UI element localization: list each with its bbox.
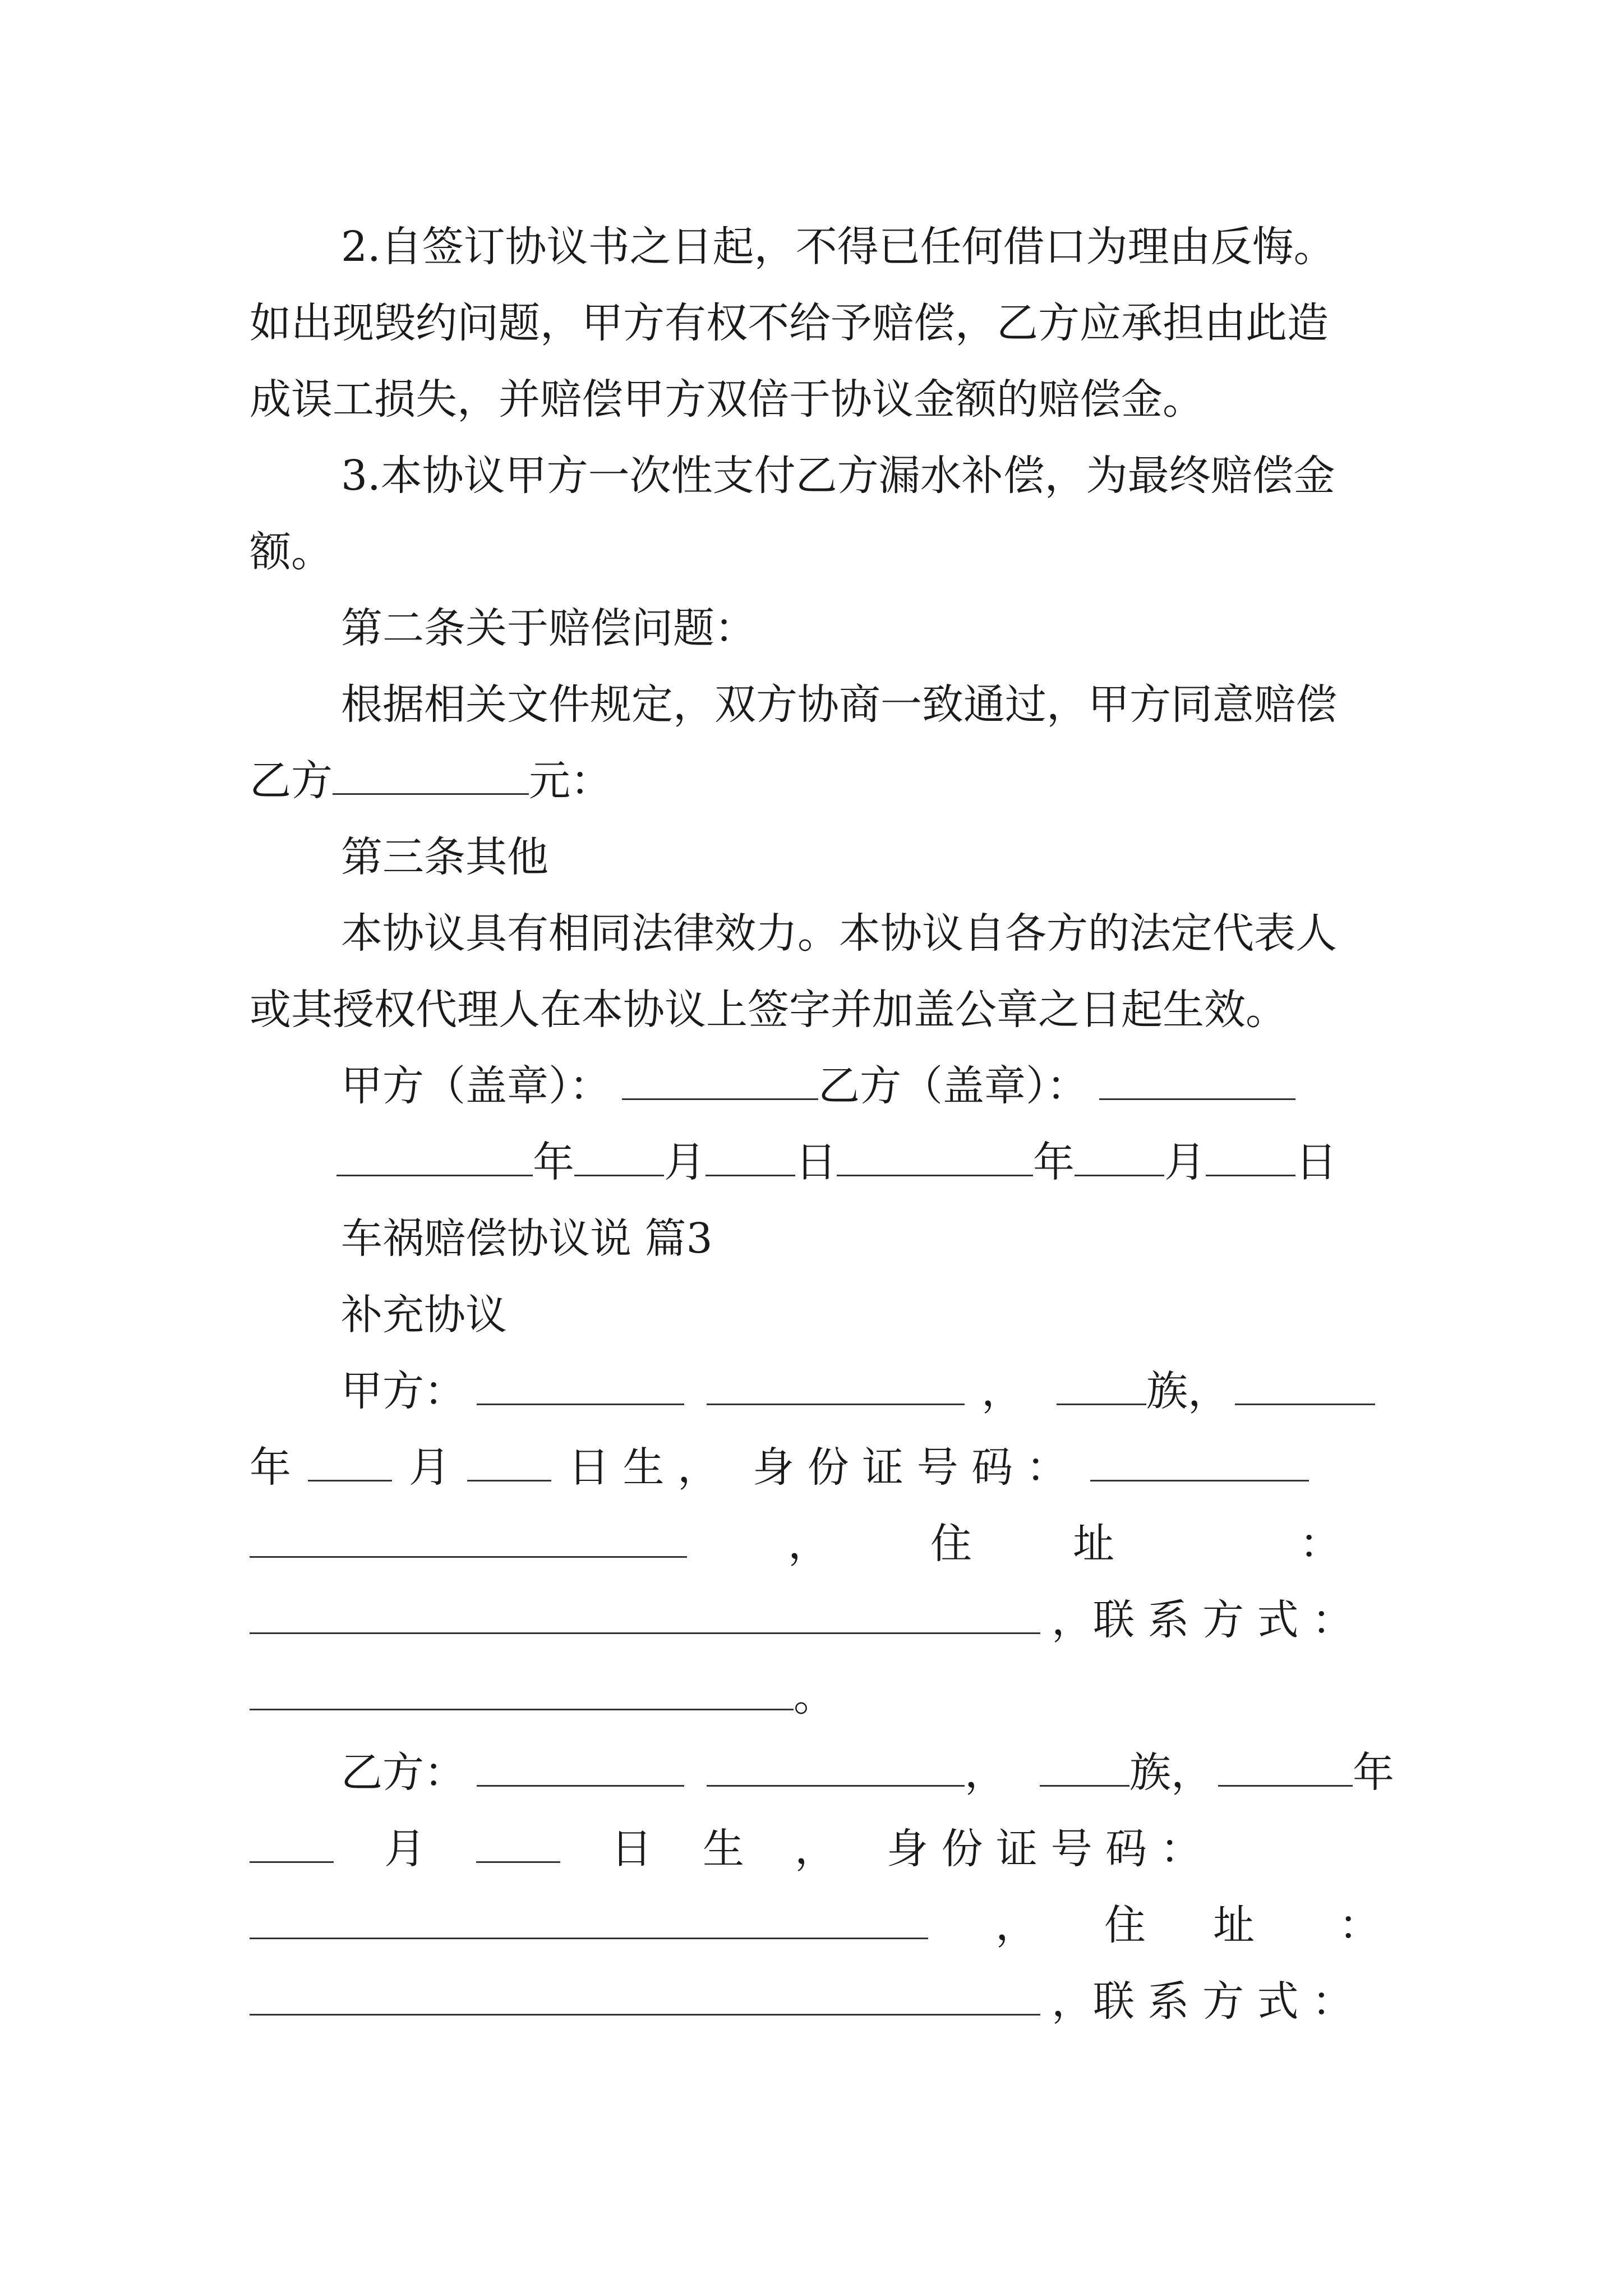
- date-a-year-blank: [336, 1135, 533, 1176]
- party-a-line-3: [250, 1516, 1341, 1572]
- date-b-year-blank: [837, 1135, 1033, 1176]
- party-a-line-1: [341, 1363, 1375, 1419]
- party-b-address-colon: ：: [1339, 1901, 1380, 1949]
- clause-2-line-2: 如出现毁约问题，甲方有权不给予赔偿，乙方应承担由此造: [250, 299, 1329, 347]
- date-a-year: 年: [533, 1138, 574, 1186]
- party-a-comma: ，: [981, 1367, 1023, 1415]
- article-3-line-2: 或其授权代理人在本协议上签字并加盖公章之日起生效。: [250, 986, 1287, 1034]
- clause-3-line-1: 3.本协议甲方一次性支付乙方漏水补偿，为最终赔偿金: [341, 452, 1335, 500]
- party-a-address-colon: ：: [1299, 1520, 1341, 1568]
- party-a-id-blank-2: [250, 1517, 687, 1558]
- date-b-day-blank: [1206, 1135, 1295, 1176]
- party-b-line-4: [250, 1973, 1353, 2030]
- party-b-seal-label: 乙方（盖章）：: [818, 1062, 1088, 1110]
- date-b-month-blank: [1075, 1135, 1164, 1176]
- amount-blank: [333, 754, 529, 795]
- party-b-comma-2: ，: [795, 1825, 836, 1873]
- party-b-ethnicity-blank: [1040, 1746, 1129, 1787]
- party-a-contact-blank: [250, 1669, 794, 1710]
- party-a-year: 年: [250, 1443, 291, 1492]
- party-a-seal-label: 甲方（盖章）：: [341, 1062, 611, 1110]
- article-2-line-2: [250, 753, 612, 809]
- article-3-title: 第三条其他: [341, 833, 548, 881]
- party-a-address-blank: [250, 1593, 1040, 1634]
- clause-2-line-1: 2.自签订协议书之日起，不得已任何借口为理由反悔。: [341, 223, 1335, 271]
- party-b-id-blank: [250, 1898, 928, 1939]
- party-a-id-label: 身 份 证 号 码 ：: [753, 1443, 1068, 1492]
- party-b-id-label: 身 份 证 号 码 ：: [887, 1825, 1202, 1873]
- party-b-label: 乙方：: [341, 1749, 465, 1797]
- party-a-gender-blank: [707, 1364, 965, 1405]
- party-b-line-3: [250, 1897, 1380, 1953]
- date-a-day: 日: [795, 1138, 837, 1186]
- date-b-month: 月: [1164, 1138, 1206, 1186]
- party-b-ethnicity: 族，: [1129, 1749, 1212, 1797]
- party-b-line-2: [250, 1821, 1202, 1877]
- party-b-comma-3: ，: [995, 1901, 1037, 1949]
- supplementary-agreement-title: 补充协议: [341, 1291, 507, 1339]
- date-b-year: 年: [1033, 1138, 1075, 1186]
- section-3-title: 车祸赔偿协议说 篇3: [341, 1214, 713, 1263]
- party-a-end: 。: [794, 1672, 835, 1720]
- article-2-line-1: 根据相关文件规定，双方协商一致通过，甲方同意赔偿: [341, 680, 1337, 729]
- party-b-month-blank: [250, 1822, 334, 1863]
- party-a-month: 月: [409, 1443, 450, 1492]
- article-2-title: 第二条关于赔偿问题：: [341, 604, 756, 652]
- party-a-line-5: [250, 1668, 835, 1724]
- date-a-month-blank: [574, 1135, 664, 1176]
- party-a-ethnicity-blank: [1057, 1364, 1146, 1405]
- party-b-gender-blank: [707, 1746, 965, 1787]
- party-a-ethnicity: 族，: [1146, 1367, 1229, 1415]
- party-a-comma-2: ，: [788, 1520, 829, 1568]
- party-a-day-blank: [467, 1441, 551, 1481]
- party-b-day-blank: [476, 1822, 560, 1863]
- party-a-address-label-1: 住: [930, 1520, 972, 1568]
- party-b-birth: 生: [703, 1825, 744, 1873]
- party-a-line-2: [250, 1439, 1309, 1496]
- date-b-day: 日: [1295, 1138, 1337, 1186]
- party-a-name-blank: [477, 1364, 684, 1405]
- party-a-address-label-2: 址: [1073, 1520, 1114, 1568]
- date-line: [336, 1134, 1337, 1190]
- party-b-contact-label: ，联 系 方 式 ：: [1052, 1977, 1354, 2026]
- party-a-id-blank-1: [1090, 1441, 1309, 1481]
- party-b-month: 月: [384, 1825, 426, 1873]
- party-a-label: 甲方：: [341, 1367, 465, 1415]
- party-b-name-blank: [477, 1746, 684, 1787]
- party-b-address-label-1: 住: [1104, 1901, 1146, 1949]
- party-b-seal-blank: [1099, 1059, 1295, 1100]
- party-b-birth-year-blank: [1218, 1746, 1353, 1787]
- article-2-prefix: 乙方: [250, 757, 333, 805]
- date-a-month: 月: [664, 1138, 706, 1186]
- clause-3-line-2: 额。: [250, 528, 333, 576]
- party-a-month-blank: [308, 1441, 392, 1481]
- article-2-suffix: 元：: [529, 757, 612, 805]
- party-a-birth-year-blank: [1235, 1364, 1375, 1405]
- party-b-year: 年: [1353, 1749, 1394, 1797]
- article-3-line-1: 本协议具有相同法律效力。本协议自各方的法定代表人: [341, 909, 1337, 958]
- party-b-day: 日: [611, 1825, 652, 1873]
- party-b-comma: ，: [965, 1749, 1006, 1797]
- party-a-seal-blank: [622, 1059, 818, 1100]
- party-b-address-blank: [250, 1975, 1040, 2016]
- signature-line: [341, 1058, 1295, 1114]
- date-a-day-blank: [706, 1135, 795, 1176]
- party-a-line-4: [250, 1592, 1353, 1648]
- party-a-contact-label: ，联 系 方 式 ：: [1052, 1596, 1354, 1644]
- party-b-address-label-2: 址: [1213, 1901, 1255, 1949]
- clause-2-line-3: 成误工损失，并赔偿甲方双倍于协议金额的赔偿金。: [250, 375, 1204, 424]
- party-b-line-1: [341, 1745, 1394, 1801]
- party-a-birth: 日 生 ，: [568, 1443, 720, 1492]
